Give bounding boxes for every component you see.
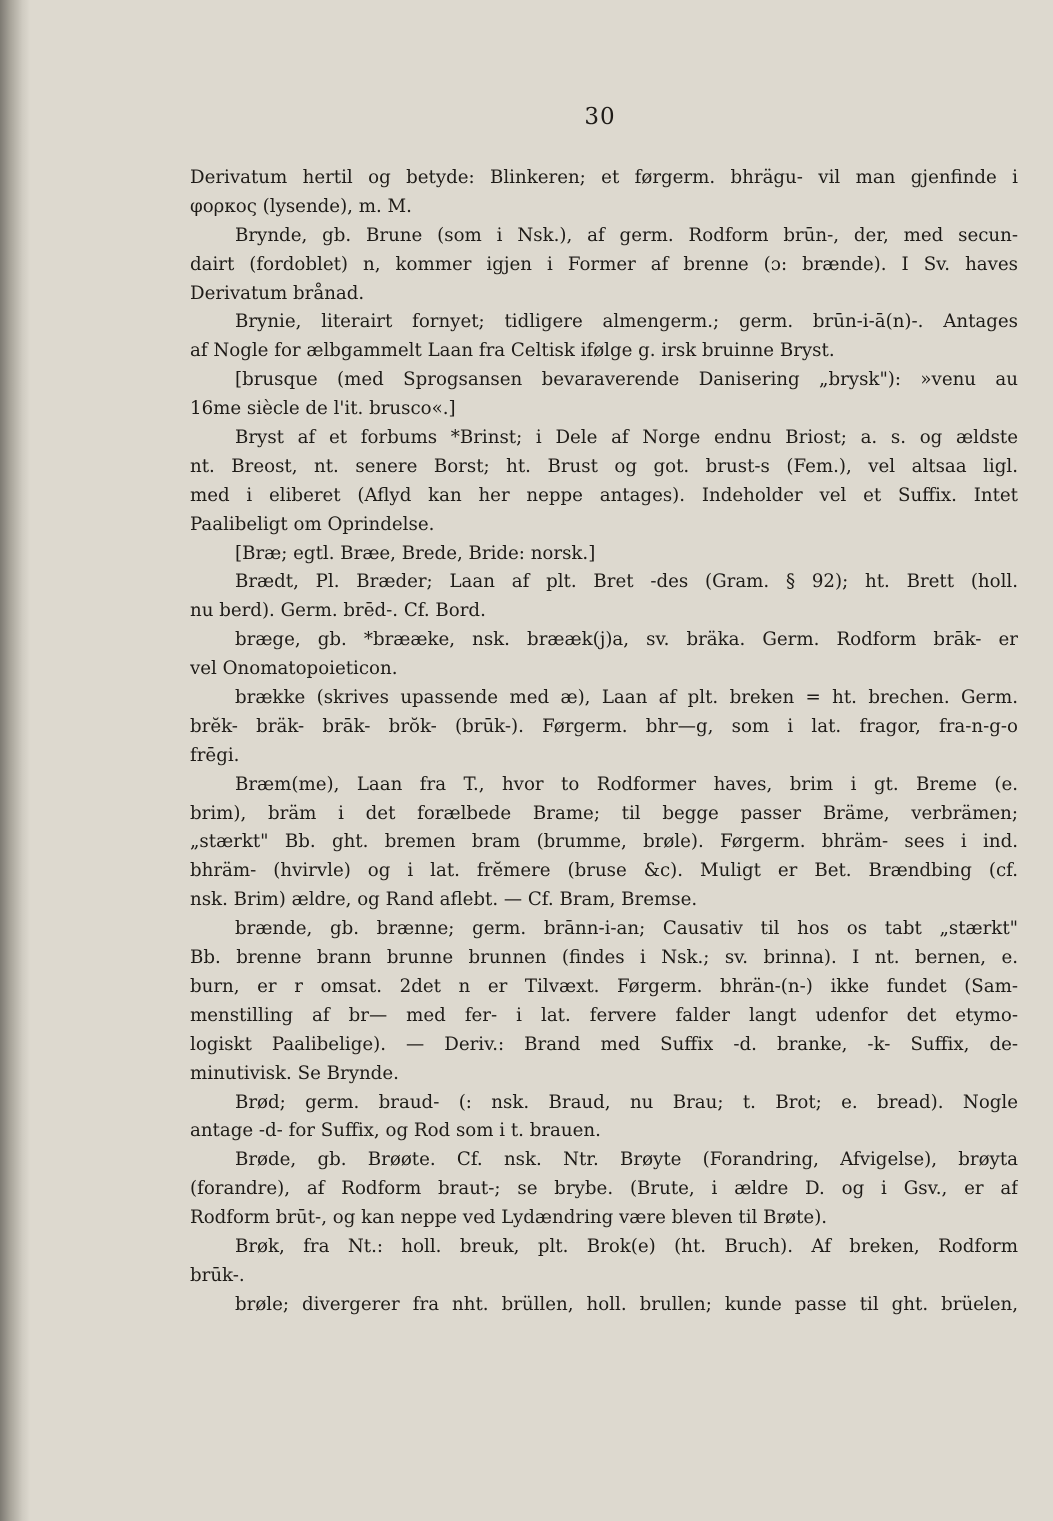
text-line: Brøde, gb. Brøøte. Cf. nsk. Ntr. Brøyte (Forandring, Afvigelse), brøyta	[235, 1149, 1018, 1171]
text-line: Derivatum hertil og betyde: Blinkeren; et førgerm. bhrägu- vil man gjenfinde i	[190, 167, 1018, 188]
text-line: brænde, gb. brænne; germ. brānn-i-an; Causativ til hos os tabt „stærkt"	[235, 918, 1018, 940]
text-line: Brøk, fra Nt.: holl. breuk, plt. Brok(e) (ht. Bruch). Af breken, Rodform	[235, 1235, 1018, 1257]
text-line: frēgi.	[190, 744, 240, 766]
text-line: bræge, gb. *brææke, nsk. brææk(j)a, sv. bräka. Germ. Rodform brāk- er	[235, 629, 1018, 651]
text-line: (forandre), af Rodform braut-; se brybe. (Brute, i ældre D. og i Gsv., er af	[190, 1178, 1018, 1200]
page-gutter-shadow	[0, 0, 30, 1521]
text-line: Bb. brenne brann brunne brunnen (findes i Nsk.; sv. brinna). I nt. bernen, e.	[190, 947, 1018, 969]
text-line: minutivisk. Se Brynde.	[190, 1062, 399, 1084]
text-line: [brusque (med Sprogsansen bevaraverende Danisering „brysk"): »venu au	[235, 369, 1018, 391]
text-line: brĕk- bräk- brāk- brŏk- (brūk-). Førgerm. bhr—g, som i lat. fragor, fra-n-g-o	[190, 715, 1018, 737]
text-line: Brædt, Pl. Bræder; Laan af plt. Bret -des (Gram. § 92); ht. Brett (holl.	[235, 571, 1018, 593]
text-line: antage -d- for Suffix, og Rod som i t. brauen.	[190, 1120, 601, 1142]
text-line: [Bræ; egtl. Bræe, Brede, Bride: norsk.]	[235, 542, 596, 564]
text-line: logiskt Paalibelige). — Deriv.: Brand med Suffix -d. branke, -k- Suffix, de-	[190, 1033, 1018, 1055]
text-line: burn, er r omsat. 2det n er Tilvæxt. Førgerm. bhrän-(n-) ikke fundet (Sam-	[190, 975, 1018, 997]
text-line: nu berd). Germ. brēd-. Cf. Bord.	[190, 600, 486, 622]
text-line: brække (skrives upassende med æ), Laan af plt. breken = ht. brechen. Germ.	[235, 687, 1018, 709]
text-line: Derivatum brånad.	[190, 282, 365, 304]
text-line: Bræm(me), Laan fra T., hvor to Rodformer haves, brim i gt. Breme (e.	[235, 773, 1018, 795]
text-line: Brød; germ. braud- (: nsk. Braud, nu Brau; t. Brot; e. bread). Nogle	[235, 1091, 1018, 1113]
page-number: 30	[584, 104, 616, 130]
text-line: φορκος (lysende), m. M.	[190, 195, 412, 217]
text-line: nt. Breost, nt. senere Borst; ht. Brust og got. brust-s (Fem.), vel altsaa ligl.	[190, 455, 1018, 477]
text-line: brim), bräm i det forælbede Brame; til begge passer Bräme, verbrämen;	[190, 802, 1018, 824]
text-line: nsk. Brim) ældre, og Rand aflebt. — Cf. Bram, Bremse.	[190, 889, 698, 911]
text-line: brūk-.	[190, 1264, 245, 1286]
text-line: af Nogle for ælbgammelt Laan fra Celtisk ifølge g. irsk bruinne Bryst.	[190, 340, 835, 362]
text-line: bhräm- (hvirvle) og i lat. frĕmere (bruse &c). Muligt er Bet. Brændbing (cf.	[190, 860, 1018, 882]
text-line: med i eliberet (Aflyd kan her neppe antages). Indeholder vel et Suffix. Intet	[190, 484, 1018, 506]
text-line: dairt (fordoblet) n, kommer igjen i Former af brenne (ɔ: brænde). I Sv. haves	[190, 253, 1018, 275]
text-body	[190, 164, 1018, 1320]
text-line: Brynde, gb. Brune (som i Nsk.), af germ. Rodform brūn-, der, med secun-	[235, 224, 1018, 246]
text-line: menstilling af br— med fer- i lat. fervere falder langt udenfor det etymo-	[190, 1004, 1018, 1026]
text-line: Bryst af et forbums *Brinst; i Dele af Norge endnu Briost; a. s. og ældste	[235, 427, 1018, 449]
text-line: Paalibeligt om Oprindelse.	[190, 513, 435, 535]
text-line: „stærkt" Bb. ght. bremen bram (brumme, brøle). Førgerm. bhräm- sees i ind.	[190, 831, 1018, 853]
text-line: vel Onomatopoieticon.	[190, 658, 398, 680]
text-line: brøle; divergerer fra nht. brüllen, holl. brullen; kunde passe til ght. brüelen,	[235, 1293, 1018, 1315]
text-line: Rodform brūt-, og kan neppe ved Lydændring være bleven til Brøte).	[190, 1207, 828, 1229]
text-line: Brynie, literairt fornyet; tidligere almengerm.; germ. brūn-i-ā(n)-. Antages	[235, 311, 1018, 333]
text-line: 16me siècle de l'it. brusco«.]	[190, 398, 456, 420]
